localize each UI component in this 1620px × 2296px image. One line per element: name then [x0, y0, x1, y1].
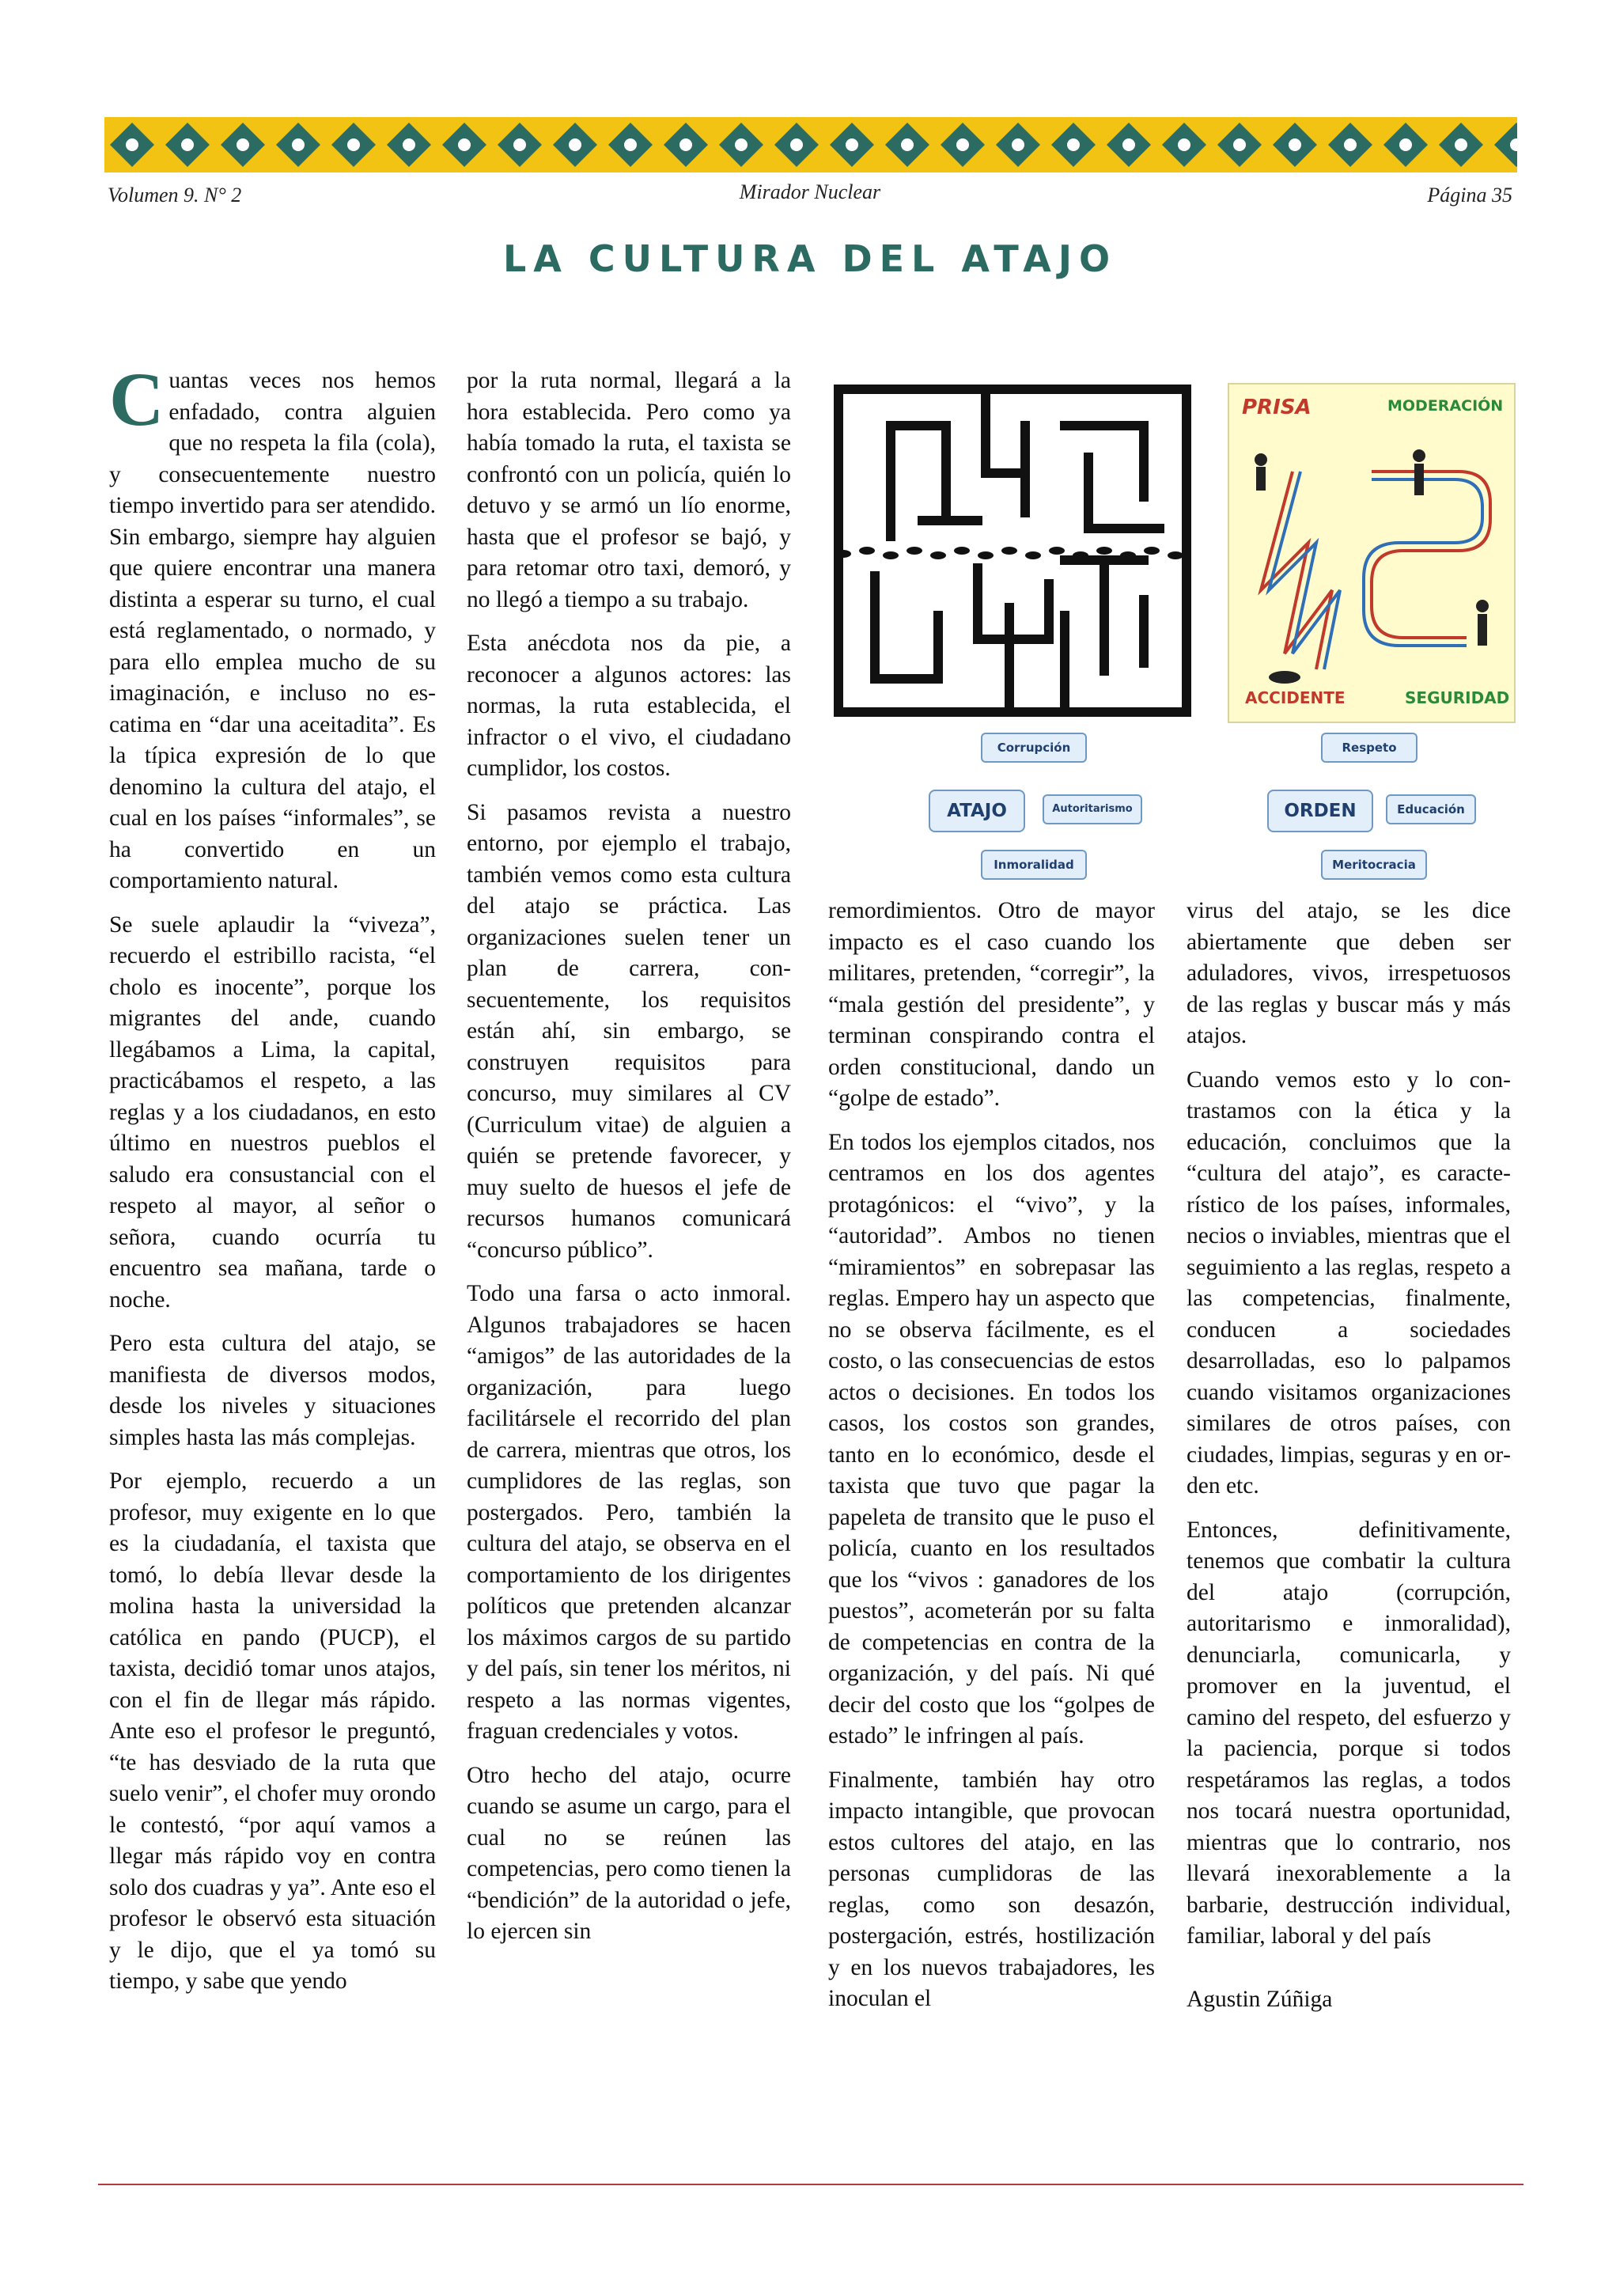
paragraph: Finalmente, también hay otro impacto intangible, que provocan estos cultores del atajo, en las personas cumplidoras de las reglas, como son desazón, postergación, estrés, hostilización y en los nuevos trabajadores, les inoculan el	[828, 1767, 1155, 2011]
article-title: LA CULTURA DEL ATAJO	[502, 237, 1118, 280]
band-dot	[403, 138, 415, 151]
poster-illustration	[1229, 385, 1514, 722]
author-name: Agustin Zúñiga	[1187, 1986, 1333, 2012]
poster-label-moderacion: MODERACIÓN	[1387, 397, 1504, 415]
paragraph: En todos los ejemplos citados, nos centramos en los dos agentes protagónicos: el “vivo”, y la “autoridad”. Ambos no tienen “miramientos” en sobrepasar las reglas. Empero hay un aspecto que no se observa fácilmente, es el costo, o las consecuencias de estos actos o decisiones. En todos los casos, los costos son grandes, tanto en lo económico, desde el taxista que tuvo que pagar la papeleta de transito que le puso el policía, cuanto en los resultados que los “vivos : ganadores de los puestos”, acometerán por su falta de competencias en contra de la organización, y del país. Ni qué decir del costo que los “golpes de estado” le infringen al país.	[828, 1129, 1155, 1749]
concept-meritocracia: Meritocracia	[1321, 850, 1427, 880]
paragraph: Todo una farsa o acto inmoral. Algunos trabajadores se hacen “amigos” de las autoridades de la organización, para luego facilitársele el recorrido del plan de carrera, mientras que otros, los cumplidores de las reglas, son postergados. Pero, también la cultura del atajo, se observa en el comportamiento de los dirigentes políticos que pretenden alcanzar los máximos cargos de su partido y del país, sin tener los méritos, ni respeto a las normas vigentes, fraguan credenciales y votos.	[467, 1281, 791, 1744]
column-1	[109, 357, 436, 2010]
band-dot	[790, 138, 803, 151]
diamond-pattern	[104, 117, 1517, 172]
concept-autoritarismo: Autoritarismo	[1043, 794, 1142, 824]
band-dot	[1455, 138, 1467, 151]
paragraph: Cuando vemos esto y lo contrastamos con la ética y la educación, concluimos que la “cultura del atajo”, es característico de los países, informales, necios o inviables, mientras que el seguimiento a las reglas, respeto a las competencias, finalmente, conducen a sociedades desarrolladas, eso lo palpamos cuando visitamos organizaciones similares de otros países, con ciudades, limpias, seguras y en orden etc.	[1187, 1067, 1511, 1498]
band-dot	[458, 138, 471, 151]
band-dot	[846, 138, 858, 151]
paragraph: remordimientos. Otro de mayor impacto es el caso cuando los militares, pretenden, “corregir”, la “mala gestión del presidente”, y terminan conspirando contra el orden constitucional, dando un “golpe de estado”.	[828, 898, 1155, 1111]
concept-atajo: ATAJO	[929, 790, 1025, 832]
concept-educacion: Educación	[1386, 794, 1476, 824]
volume-label: Volumen 9. N° 2	[108, 184, 242, 206]
poster-label-prisa: PRISA	[1242, 396, 1312, 419]
paragraph: Cuantas veces nos hemos enfadado, contra alguien que no respeta la fila (cola), y consecuentemente nuestro tiempo invertido para ser atendido. Sin embargo, siempre hay alguien que quiere encontrar una manera distinta a esperar su turno, el cual está reglamentado, o normado, y para ello emplea mucho de su imaginación, e incluso no escatima en “dar una aceitadita”. Es la típica expresión de lo que denomino la cultura del atajo, el cual en los países “informales”, se ha convertido en un comportamiento natural.	[109, 357, 436, 893]
band-dot	[624, 138, 637, 151]
band-dot	[347, 138, 360, 151]
page-number: Página 35	[1427, 184, 1512, 206]
band-dot	[1012, 138, 1024, 151]
band-dot	[237, 138, 249, 151]
band-dot	[679, 138, 692, 151]
band-dot	[1289, 138, 1301, 151]
paragraph: Se suele aplaudir la “viveza”, recuerdo el estribillo racista, “el cholo es inocente”, porque los migrantes del ande, cuando llegábamos a Lima, la capital, practicábamos el respeto, a las reglas y a los ciudadanos, en esto último en nuestros pueblos el saludo era consustancial con el respeto al mayor, al señor o señora, cuando ocurría tu encuentro sea mañana, tarde o noche.	[109, 911, 436, 1313]
band-dot	[569, 138, 581, 151]
concept-respeto: Respeto	[1321, 733, 1418, 763]
paragraph: por la ruta normal, llegará a la hora establecida. Pero como ya había tomado la ruta, el taxista se confrontó con un policía, quién lo detuvo y se armó un lío enorme, hasta que el profesor se bajó, y para retomar otro taxi, demoró, y no llegó a tiempo a su trabajo.	[467, 368, 791, 612]
paragraph: Entonces, definitivamente, tenemos que combatir la cultura del atajo (corrupción, autoritarismo e inmoralidad), denunciarla, comunicarla, y promover en la juventud, el camino del respeto, del esfuerzo y la paciencia, porque si todos respetáramos las reglas, a todos nos tocará nuestra oportunidad, mientras que lo contrario, nos llevará inexorablemente a la barbarie, destrucción individual, familiar, laboral y del país	[1187, 1517, 1511, 1949]
concept-orden: ORDEN	[1267, 790, 1373, 832]
band-dot	[956, 138, 969, 151]
paragraph: Otro hecho del atajo, ocurre cuando se asume un cargo, para el cual no se reúnen las competencias, pero como tienen la “bendición” de la autoridad o jefe, lo ejercen sin	[467, 1762, 791, 1944]
band-dot	[292, 138, 305, 151]
drop-cap: C	[109, 357, 165, 441]
band-dot	[181, 138, 194, 151]
decorative-header-band	[104, 117, 1517, 172]
paragraph: Pero esta cultura del atajo, se manifiesta de diversos modos, desde los niveles y situaciones simples hasta las más complejas.	[109, 1331, 436, 1450]
band-dot	[901, 138, 914, 151]
band-dot	[735, 138, 748, 151]
paragraph: virus del atajo, se les dice abiertamente que deben ser aduladores, vivos, irrespetuosos de las reglas y buscar más y más atajos.	[1187, 898, 1511, 1048]
band-dot	[1067, 138, 1080, 151]
concept-inmoralidad: Inmoralidad	[981, 850, 1087, 880]
maze-image	[827, 378, 1198, 723]
band-dot	[1178, 138, 1190, 151]
band-dot	[1233, 138, 1246, 151]
column-2	[467, 366, 791, 1961]
band-dot	[126, 138, 138, 151]
column-3	[828, 896, 1155, 2028]
band-dot	[513, 138, 526, 151]
poster-label-accidente: ACCIDENTE	[1245, 688, 1346, 707]
band-dot	[1344, 138, 1357, 151]
column-4	[1187, 896, 1511, 2028]
concept-corrupcion: Corrupción	[981, 733, 1087, 763]
band-dot	[1399, 138, 1412, 151]
paragraph: Por ejemplo, recuerdo a un profesor, muy exigente en lo que es la ciudadanía, el taxista que tomó, lo debía llevar desde la molina hasta la universidad la católica en pando (PUCP), el taxista, decidió tomar unos atajos, con el fin de llegar más rápido. Ante eso el profesor le preguntó, “te has desviado de la ruta que suelo venir”, el chofer muy orondo le contestó, “por aquí vamos a llegar más rápido voy en contra solo dos cuadras y ya”. Ante eso el profesor le observó esta situación y le dijo, que el ya tomó su tiempo, y sabe que yendo	[109, 1468, 436, 1994]
paragraph: Esta anécdota nos da pie, a reconocer a algunos actores: las normas, la ruta establecida, el infractor o el vivo, el ciudadano cumplidor, los costos.	[467, 631, 791, 781]
publication-name: Mirador Nuclear	[739, 180, 881, 203]
paragraph: Si pasamos revista a nuestro entorno, por ejemplo el trabajo, también vemos como esta cultura del atajo se práctica. Las organizaciones suelen tener un plan de carrera, consecuentemente, los requisitos están ahí, sin embargo, se construyen requisitos para concurso, muy similares al CV (Curriculum vitae) de alguien a quién se pretende favorecer, y muy suelto de huesos el jefe de recursos humanos comunicará “concurso público”.	[467, 799, 791, 1263]
footer-rule	[98, 2184, 1523, 2185]
poster-label-seguridad: SEGURIDAD	[1405, 688, 1510, 707]
prisa-seguridad-poster	[1228, 383, 1516, 723]
band-dot	[1122, 138, 1135, 151]
